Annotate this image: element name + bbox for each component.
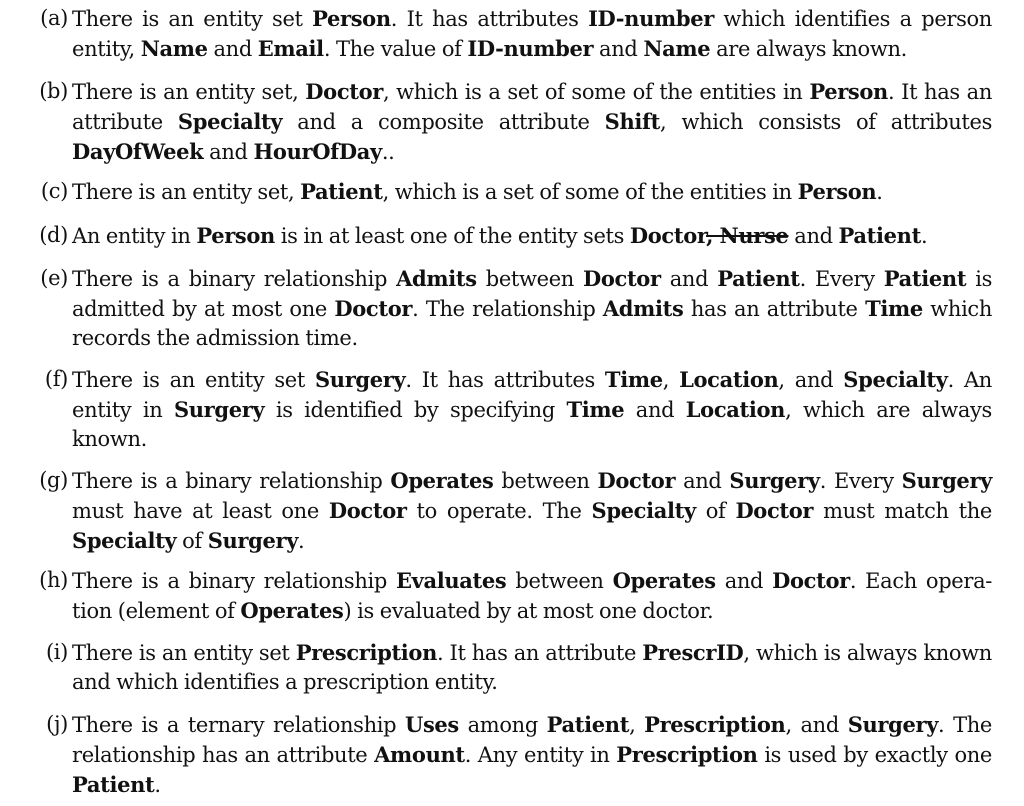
bold-term: Surgery: [207, 528, 299, 553]
text-run: . It has an attribute: [72, 80, 992, 134]
text-run: , and: [785, 713, 848, 737]
item-label: (a): [40, 6, 68, 30]
bold-term: Admits: [602, 296, 684, 321]
bold-term: Patient: [717, 266, 800, 291]
item-label: (d): [39, 223, 68, 247]
item-text: [72, 7, 992, 61]
bold-term: HourOfDay: [253, 139, 382, 164]
text-run: There is an entity set: [72, 641, 296, 665]
text-run: There is an entity set,: [72, 80, 306, 104]
requirement-item: [45, 638, 992, 697]
bold-term: Surgery: [173, 397, 265, 422]
text-run: between: [506, 569, 613, 593]
text-run: There is a binary relationship: [72, 569, 396, 593]
text-run: .: [298, 529, 305, 553]
requirement-item: [40, 177, 992, 207]
item-text: [72, 569, 992, 623]
item-label: (i): [45, 640, 68, 664]
bold-term: Doctor: [772, 568, 850, 593]
text-run: and: [660, 267, 718, 291]
bold-term: Person: [312, 6, 391, 31]
text-run: There is a ternary relationship: [72, 713, 405, 737]
text-run: , which is always known and which identifies a prescription entity.: [72, 641, 992, 694]
text-run: of: [695, 499, 736, 523]
text-run: , and: [778, 368, 844, 392]
text-run: has an attribute: [683, 297, 866, 321]
bold-term: Doctor: [334, 296, 413, 321]
bold-term: Specialty: [843, 367, 948, 392]
bold-term: Time: [566, 397, 625, 422]
bold-term: Person: [797, 179, 877, 204]
text-run: is in at least one of the entity sets: [274, 224, 630, 248]
item-text: [72, 180, 883, 204]
bold-term: Surgery: [729, 468, 820, 493]
text-run: There is an entity set,: [72, 180, 301, 204]
text-run: among: [458, 713, 547, 737]
text-run: and: [203, 140, 254, 164]
requirement-item: [39, 221, 992, 251]
item-label: (g): [39, 468, 68, 492]
bold-term: Email: [257, 36, 324, 61]
text-run: . It has an attribute: [437, 641, 643, 665]
text-run: is identified by specifying: [264, 398, 567, 422]
bold-term: PrescrID: [642, 640, 744, 665]
bold-term: Uses: [404, 712, 459, 737]
item-text: [72, 641, 992, 694]
text-run: . It has attributes: [390, 7, 589, 31]
bold-term: Specialty: [591, 498, 696, 523]
bold-term: Location: [679, 367, 779, 392]
text-run: . The value of: [323, 37, 468, 61]
bold-term: ID-number: [588, 6, 714, 31]
item-label: (h): [39, 568, 68, 592]
item-label: (c): [40, 179, 68, 203]
bold-term: Name: [140, 36, 208, 61]
bold-term: Surgery: [901, 468, 993, 493]
text-run: There is a binary relationship: [72, 267, 397, 291]
text-run: . The relationship has an attribute: [72, 713, 993, 767]
bold-term: Doctor: [583, 266, 661, 291]
requirement-item: [40, 264, 993, 353]
item-label: (f): [44, 367, 68, 391]
bold-term: Prescription: [295, 640, 437, 665]
text-run: are always known.: [710, 37, 907, 61]
text-run: . Every: [819, 469, 902, 493]
text-run: and: [207, 37, 258, 61]
requirement-item: [39, 77, 992, 167]
bold-term: Evaluates: [395, 568, 507, 593]
bold-term: Operates: [612, 568, 716, 593]
bold-term: Specialty: [72, 528, 177, 553]
text-run: between: [493, 469, 598, 493]
bold-term: Operates: [240, 598, 344, 623]
text-run: and: [593, 37, 644, 61]
bold-term: Time: [865, 296, 923, 321]
text-run: . It has attributes: [405, 368, 605, 392]
text-run: ,: [629, 713, 645, 737]
text-run: and: [675, 469, 730, 493]
bold-term: Patient: [838, 223, 921, 248]
text-run: .: [154, 773, 161, 797]
item-text: [72, 80, 992, 164]
text-run: An entity in: [72, 224, 197, 248]
text-run: ) is evaluated by at most one doctor.: [343, 599, 714, 623]
bold-term: Surgery: [847, 712, 939, 737]
text-run: , which is a set of some of the entities in: [382, 80, 810, 104]
text-run: is used by exactly one: [757, 743, 993, 767]
requirement-item: [44, 365, 992, 454]
item-label: (j): [46, 712, 68, 736]
bold-term: Patient: [546, 712, 630, 737]
bold-term: Shift: [604, 109, 661, 134]
text-run: There is an entity set: [72, 368, 315, 392]
bold-term: Doctor: [328, 498, 407, 523]
item-text: [72, 713, 992, 797]
text-run: to operate. The: [406, 499, 592, 523]
requirement-item: [46, 710, 993, 800]
item-text: [72, 224, 927, 248]
item-text: [72, 267, 992, 350]
text-run: There is a binary relationship: [72, 469, 391, 493]
text-run: There is an entity set: [72, 7, 313, 31]
text-run: is admitted by at most one: [72, 267, 993, 321]
text-run: , which are always known.: [72, 398, 992, 451]
bold-term: Time: [604, 367, 663, 392]
text-run: .: [876, 180, 883, 204]
item-label: (e): [40, 266, 68, 290]
text-run: ,: [662, 368, 680, 392]
text-run: must match the: [813, 499, 992, 523]
bold-term: Doctor: [735, 498, 814, 523]
item-text: [72, 368, 992, 451]
bold-term: ID-number: [467, 36, 594, 61]
text-run: .: [920, 224, 928, 248]
text-run: which identifies a person entity,: [72, 7, 992, 61]
text-run: . Every: [799, 267, 884, 291]
text-run: , which consists of attributes: [660, 110, 992, 134]
text-run: . Each opera-tion (element of: [72, 569, 992, 623]
text-run: . Any entity in: [464, 743, 617, 767]
bold-term: Doctor: [629, 223, 707, 248]
requirement-item: [39, 466, 993, 556]
text-run: must have at least one: [72, 499, 329, 523]
bold-term: Location: [685, 397, 786, 422]
bold-term: DayOfWeek: [72, 139, 204, 164]
bold-term: Amount: [374, 742, 465, 767]
text-run: . An entity in: [72, 368, 992, 422]
text-run: between: [476, 267, 583, 291]
bold-term: Patient: [300, 179, 383, 204]
bold-term: Specialty: [177, 109, 283, 134]
requirement-item: [39, 566, 992, 626]
struck-term: , Nurse: [706, 223, 789, 248]
requirement-item: [40, 4, 992, 64]
bold-term: Admits: [396, 266, 477, 291]
bold-term: Prescription: [644, 712, 786, 737]
bold-term: Person: [196, 223, 275, 248]
bold-term: Surgery: [314, 367, 406, 392]
bold-term: Patient: [883, 266, 967, 291]
bold-term: Doctor: [305, 79, 383, 104]
text-run: ..: [381, 140, 395, 164]
bold-term: Operates: [390, 468, 494, 493]
text-run: . The relationship: [412, 297, 603, 321]
text-run: and: [788, 224, 839, 248]
text-run: and a composite attribute: [282, 110, 605, 134]
bold-term: Name: [643, 36, 711, 61]
text-run: , which is a set of some of the entities in: [382, 180, 798, 204]
text-run: and: [715, 569, 773, 593]
bold-term: Patient: [72, 772, 155, 797]
bold-term: Prescription: [616, 742, 758, 767]
text-run: which records the admission time.: [72, 297, 993, 350]
bold-term: Person: [809, 79, 888, 104]
item-label: (b): [39, 79, 68, 103]
bold-term: Doctor: [597, 468, 676, 493]
text-run: of: [176, 529, 208, 553]
item-text: [72, 469, 992, 553]
text-run: and: [624, 398, 686, 422]
